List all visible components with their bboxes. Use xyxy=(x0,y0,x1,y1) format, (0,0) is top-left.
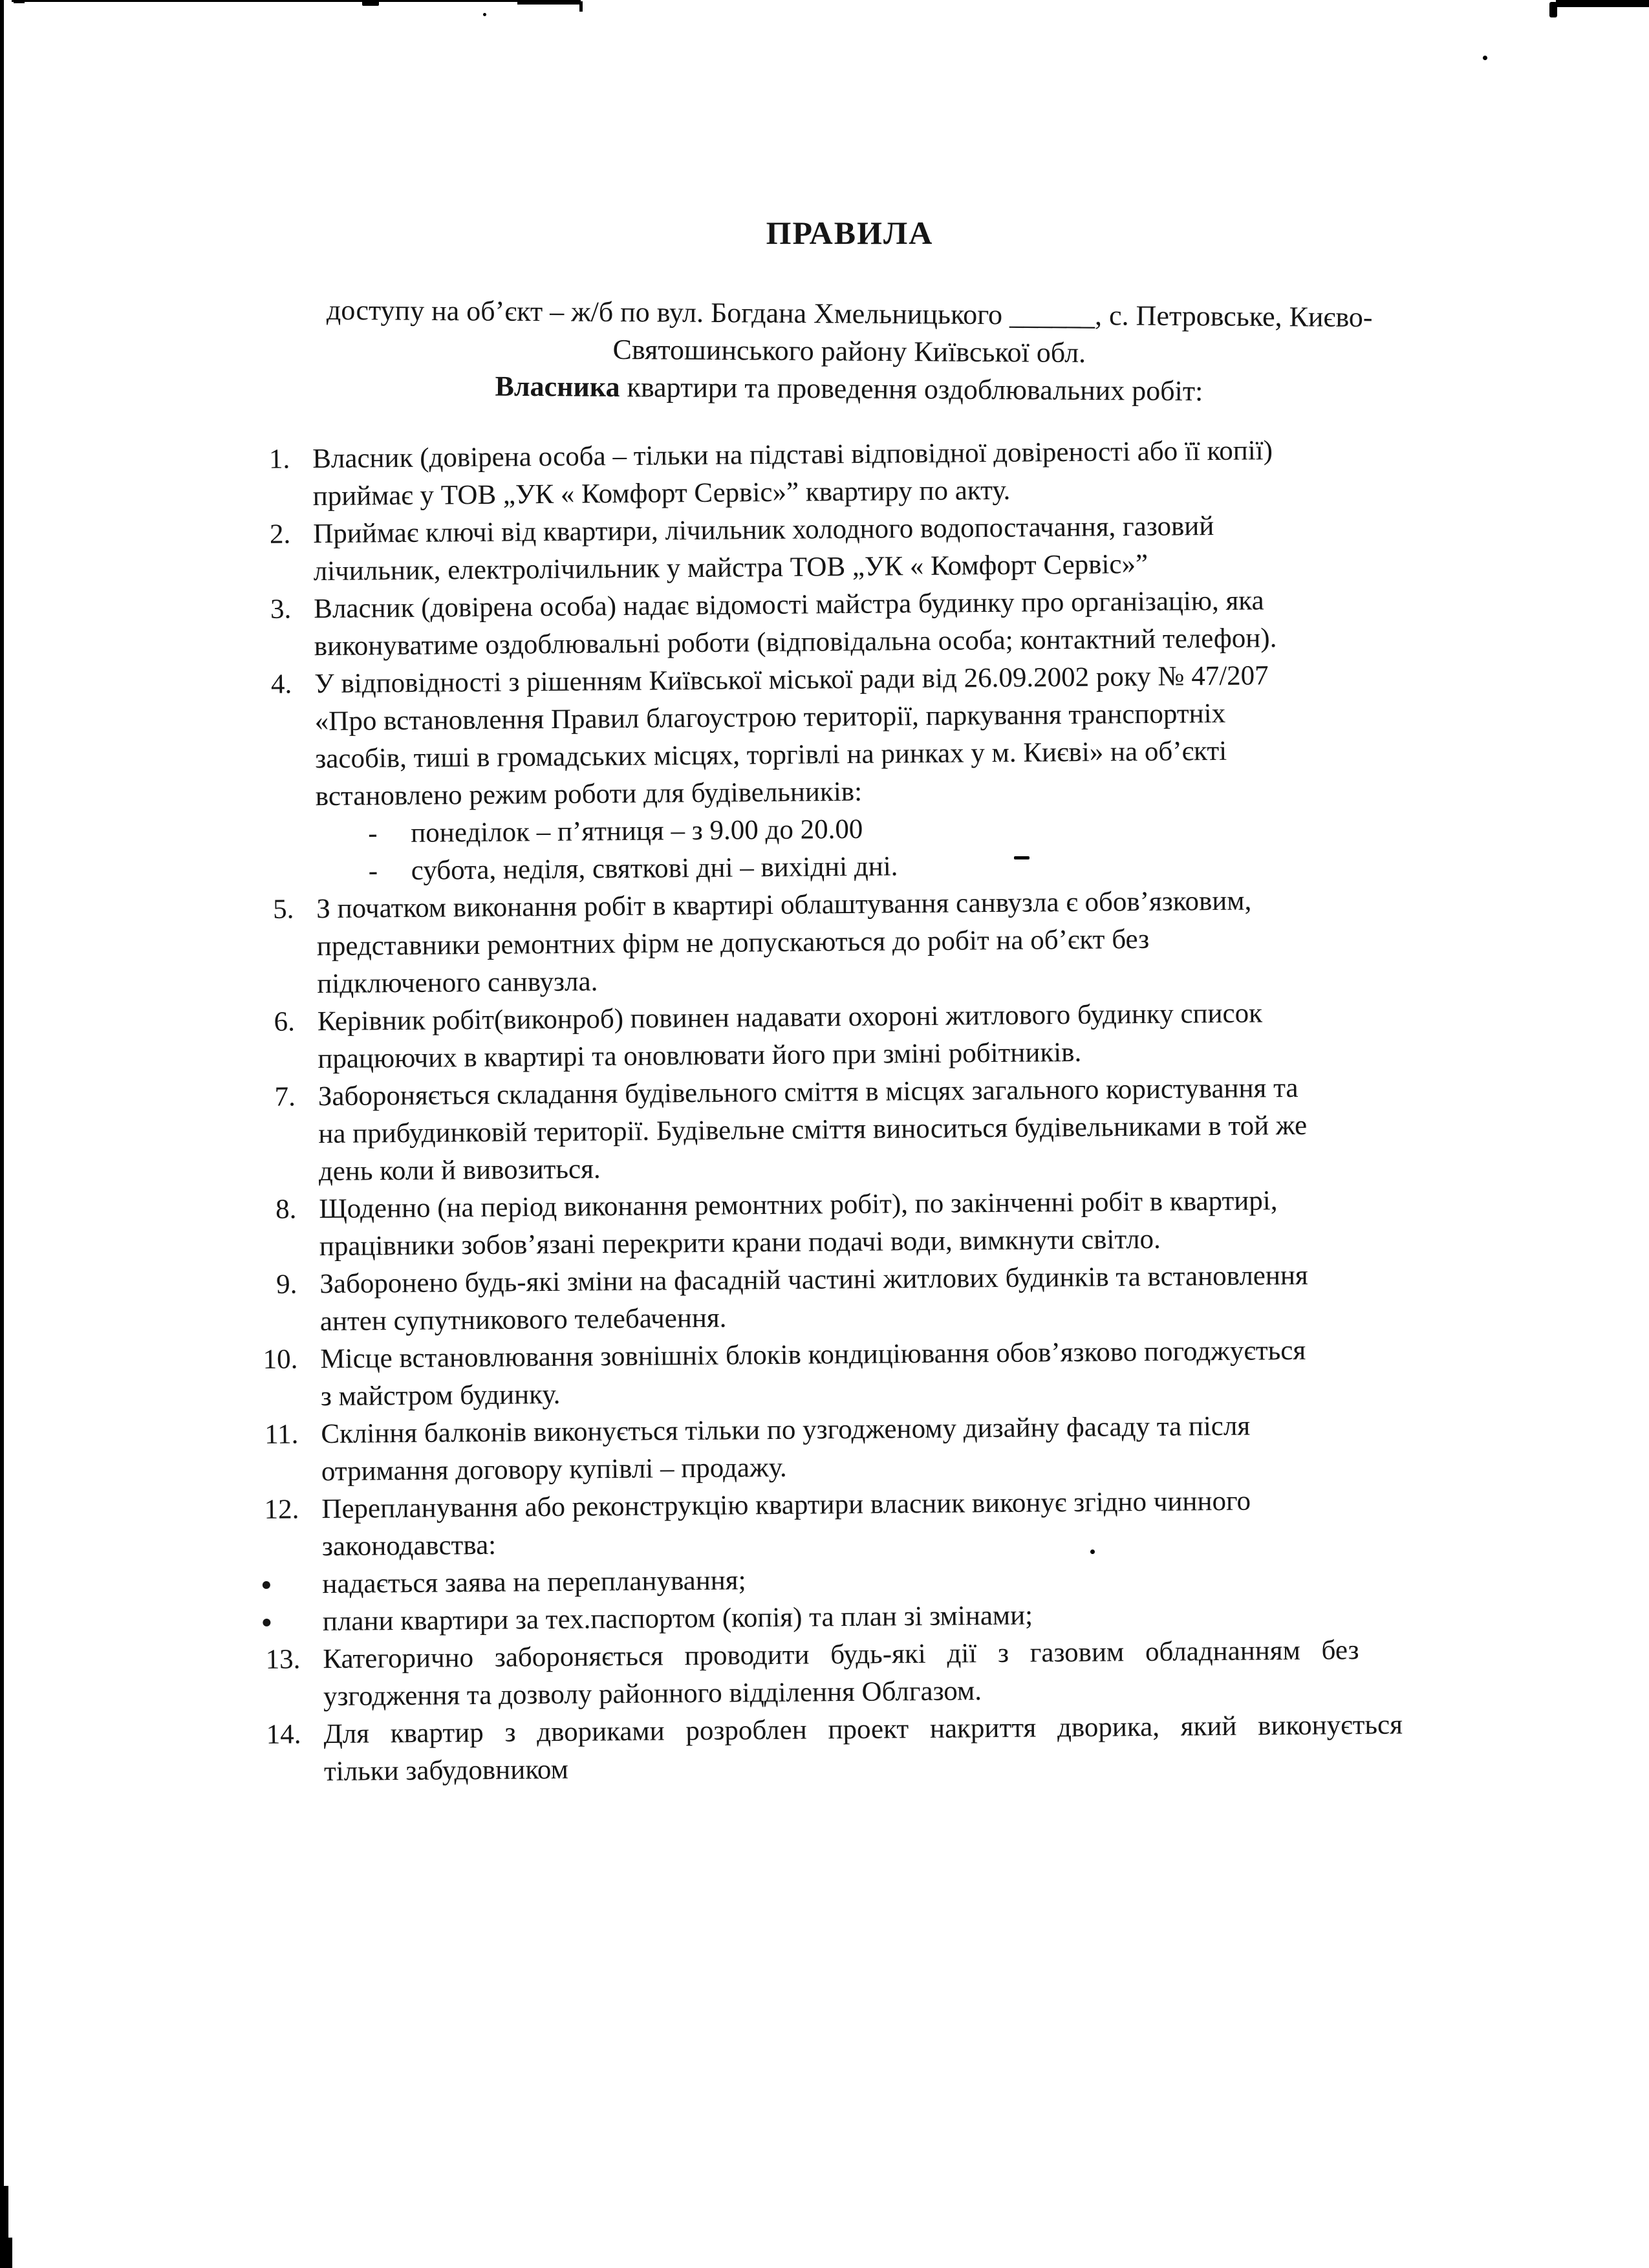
list-item-2 xyxy=(252,506,1450,591)
bullet-marker-icon: ● xyxy=(261,1612,272,1632)
item-text: Забороняється складання будівельного сміття в місцях загального користування та на прибудинковій території. Будівельне сміття виноситься будівельниками в той же день коли й вивозиться. xyxy=(318,1072,1308,1187)
document-subtitle xyxy=(250,291,1449,412)
item-text: Перепланування або реконструкцію квартири власник виконує згідно чинного законодавства: xyxy=(321,1485,1251,1562)
list-item-13 xyxy=(261,1631,1460,1716)
item-number: 12. xyxy=(264,1494,299,1525)
item-number: 2. xyxy=(269,519,291,550)
address-line-2: Святошинського району Київської обл. xyxy=(612,333,1086,369)
scan-artifact-left-bottom-corner xyxy=(0,2238,12,2268)
item-text: Власник (довірена особа – тільки на підставі відповідної довіреності або її копії) приймає у ТОВ „УК « Комфорт Сервіс»” квартиру по акту. xyxy=(312,435,1273,512)
item-number: 13. xyxy=(265,1644,301,1675)
scan-artifact-top-edge-line xyxy=(12,0,581,2)
list-item-1 xyxy=(251,431,1449,516)
list-item-12 xyxy=(260,1481,1458,1566)
item-text: Скління балконів виконується тільки по узгодженому дизайну фасаду та після отримання договору купівлі – продажу. xyxy=(321,1410,1251,1487)
item-text xyxy=(323,1706,1460,1791)
bullet-text: надається заява на перепланування; xyxy=(322,1565,746,1600)
item-text: Приймає ключі від квартири, лічильник холодного водопостачання, газовий лічильник, електролічильник у майстра ТОВ „УК « Комфорт Сервіс»” xyxy=(313,511,1214,587)
item-number: 4. xyxy=(270,669,292,700)
item-text-line-2: узгодження та дозволу районного відділення Облгазом. xyxy=(323,1676,982,1712)
item-number: 3. xyxy=(270,594,292,625)
scan-speck xyxy=(1483,56,1487,60)
item-number: 14. xyxy=(266,1719,301,1750)
item-text: У відповідності з рішенням Київської міської ради від 26.09.2002 року № 47/207 «Про встановлення Правил благоустрою території, паркування транспортніх засобів, тиші в громадських місцях, торгівлі на ринках у м. Києві» на об’єкті встановлено режим роботи для будівельників: xyxy=(314,660,1269,812)
scan-artifact-top-right-notch xyxy=(1549,2,1557,17)
scan-speck xyxy=(483,13,486,16)
scan-artifact-top-right-bar xyxy=(1556,0,1649,7)
list-item-4 xyxy=(253,656,1452,816)
list-item-10 xyxy=(259,1331,1457,1416)
item-text: Власник (довірена особа) надає відомості майстра будинку про організацію, яка виконуватиме оздоблювальні роботи (відповідальна особа; контактний телефон). xyxy=(314,585,1277,662)
list-item-9 xyxy=(258,1256,1456,1341)
owner-line xyxy=(250,366,1448,412)
item-text xyxy=(323,1631,1460,1716)
subitem-text: понеділок – п’ятниця – з 9.00 до 20.00 xyxy=(411,814,863,848)
document-content xyxy=(251,215,1449,1791)
item-text: З початком виконання робіт в квартирі облаштування санвузла є обов’язковим, представники ремонтних фірм не допускаються до робіт на об’єкт без підключеного санвузла. xyxy=(316,885,1252,1000)
item-number: 9. xyxy=(275,1269,297,1300)
item-number: 6. xyxy=(274,1006,296,1037)
dash-marker-icon: - xyxy=(368,856,378,887)
item-text-line-1: Категорично забороняється проводити будь-які дії з газовим обладнанням без xyxy=(323,1635,1359,1675)
scan-artifact-left-edge-bar xyxy=(0,0,4,2268)
document-title: ПРАВИЛА xyxy=(766,215,934,251)
item-number: 8. xyxy=(275,1194,297,1225)
list-item-5 xyxy=(255,881,1453,1004)
subitem-text: субота, неділя, святкові дні – вихідні дні. xyxy=(411,851,898,886)
rules-list xyxy=(251,431,1460,1791)
scan-artifact-top-edge-tick xyxy=(579,1,583,12)
list-item-6 xyxy=(256,993,1454,1079)
owner-line-rest: квартири та проведення оздоблювальних робіт: xyxy=(620,371,1203,407)
list-item-11 xyxy=(259,1406,1458,1491)
scan-artifact-top-edge-blob xyxy=(362,0,379,6)
item-text-line-1: Для квартир з двориками розроблен проект накриття дворика, який виконується xyxy=(323,1709,1403,1750)
list-item-8 xyxy=(257,1181,1456,1266)
item-text: Щоденно (на період виконання ремонтних робіт), по закінченні робіт в квартирі, працівники зобов’язані перекрити крани подачі води, вимкнути світло. xyxy=(319,1185,1278,1262)
scan-artifact-top-edge-thick xyxy=(517,0,580,5)
list-item-7 xyxy=(257,1068,1455,1191)
list-item-14 xyxy=(262,1706,1460,1791)
scan-artifact-top-left-mark xyxy=(14,0,25,3)
item-text-line-2: тільки забудовником xyxy=(323,1754,569,1787)
item-text: Місце встановлювання зовнішніх блоків кондиціювання обов’язково погоджується з майстром будинку. xyxy=(320,1335,1306,1412)
list-item-3 xyxy=(252,581,1450,666)
address-line-1: доступу на об’єкт – ж/б по вул. Богдана Хмельницького ______, с. Петровське, Києво- xyxy=(326,294,1373,334)
bullet-text: плани квартири за тех.паспортом (копія) та план зі змінами; xyxy=(322,1600,1033,1637)
item-number: 10. xyxy=(263,1344,298,1375)
item-text: Заборонено будь-які зміни на фасадній частині житлових будинків та встановлення антен супутникового телебачення. xyxy=(319,1260,1308,1337)
owner-line-bold: Власника xyxy=(495,370,620,403)
bullet-marker-icon: ● xyxy=(261,1574,272,1595)
item-number: 1. xyxy=(268,444,290,475)
dash-marker-icon: - xyxy=(368,818,378,849)
item-number: 7. xyxy=(274,1081,296,1112)
item-text: Керівник робіт(виконроб) повинен надавати охороні житлового будинку список працюючих в квартирі та оновлювати його при зміні робітників. xyxy=(317,998,1263,1075)
item-number: 11. xyxy=(264,1419,299,1450)
item-number: 5. xyxy=(272,894,294,925)
